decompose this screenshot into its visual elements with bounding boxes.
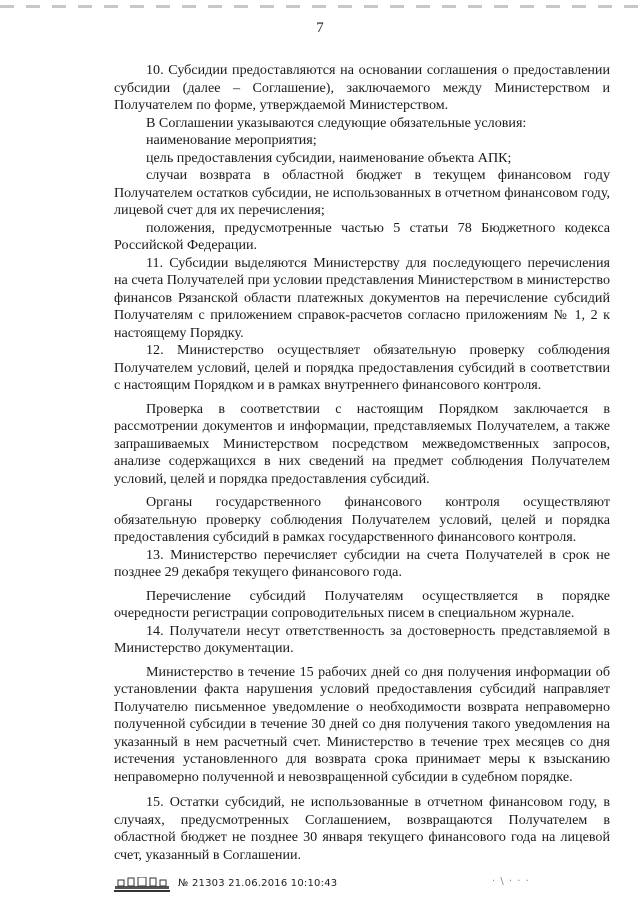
paragraph-13-order: Перечисление субсидий Получателям осуществляется в порядке очередности регистрации сопроводительных писем в специальном журнале. [114, 587, 610, 621]
paragraph-conditions-intro: В Соглашении указываются следующие обязательные условия: [146, 114, 527, 131]
paragraph-condition-return: случаи возврата в областной бюджет в текущем финансовом году Получателем остатков субсидии, не использованных в отчетном финансовом году, лицевой счет для их перечисления; [114, 167, 610, 218]
scan-marks: · \ · · · [492, 876, 530, 887]
paragraph-15: 15. Остатки субсидий, не использованные в отчетном финансовом году, в случаях, предусмотренных Соглашением, возвращаются Получателем в областной бюджет не позднее 30 января текущего финансового года на лицевой счет, указанный в Соглашении. [114, 794, 610, 863]
paragraph-14: 14. Получатели несут ответственность за достоверность представляемой в Министерство документации. [114, 622, 610, 656]
document-body [114, 62, 610, 864]
paragraph-12-control: Органы государственного финансового контроля осуществляют обязательную проверку соблюдения Получателем условий, целей и порядка предоставления субсидий в рамках государственного финансового контроля. [114, 494, 610, 545]
paragraph-11: 11. Субсидии выделяются Министерству для последующего перечисления на счета Получателей при условии представления Министерством в министерство финансов Рязанской области платежных документов на перечисление субсидий Получателям с приложением справок-расчетов согласно приложениям № 1, 2 к настоящему Порядку. [114, 254, 610, 341]
paragraph-condition-name: наименование мероприятия; [146, 132, 317, 148]
paragraph-13: 13. Министерство перечисляет субсидии на счета Получателей в срок не позднее 29 декабря текущего финансового года. [114, 546, 610, 580]
paragraph-14-return: Министерство в течение 15 рабочих дней со дня получения информации об установлении факта нарушения условий предоставления субсидий направляет Получателю письменное уведомление о необходимости возврата неправомерно полученной субсидии в течение 30 дней со дня получения такого уведомления на указанный в нем расчетный счет. Министерство в течение трех месяцев со дня истечения установленного для возврата срока принимает меры к взысканию неправомерно полученной и невозвращенной субсидии в судебном порядке. [114, 663, 610, 785]
building-stamp-icon [114, 877, 170, 892]
paragraph-12: 12. Министерство осуществляет обязательную проверку соблюдения Получателем условий, целей и порядка предоставления субсидий в соответствии с настоящим Порядком и в рамках внутреннего финансового контроля. [114, 342, 610, 393]
document-registration-number: № 21303 21.06.2016 10:10:43 [178, 878, 338, 889]
paragraph-12-check: Проверка в соответствии с настоящим Порядком заключается в рассмотрении документов и информации, представляемых Получателем, а также запрашиваемых Министерством посредством межведомственных запросов, анализе содержащихся в них сведений на предмет соблюдения Получателем условий, целей и порядка предоставления субсидий. [114, 400, 610, 487]
document-footer [114, 875, 610, 895]
paragraph-10: 10. Субсидии предоставляются на основании соглашения о предоставлении субсидии (далее – Соглашение), заключаемого между Министерством и Получателем по форме, утверждаемой Министерством. [114, 62, 610, 113]
page-number: 7 [316, 20, 324, 36]
paragraph-condition-purpose: цель предоставления субсидии, наименование объекта АПК; [146, 149, 512, 166]
paragraph-condition-provisions: положения, предусмотренные частью 5 статьи 78 Бюджетного кодекса Российской Федерации. [114, 219, 610, 253]
scan-top-edge [0, 5, 640, 8]
